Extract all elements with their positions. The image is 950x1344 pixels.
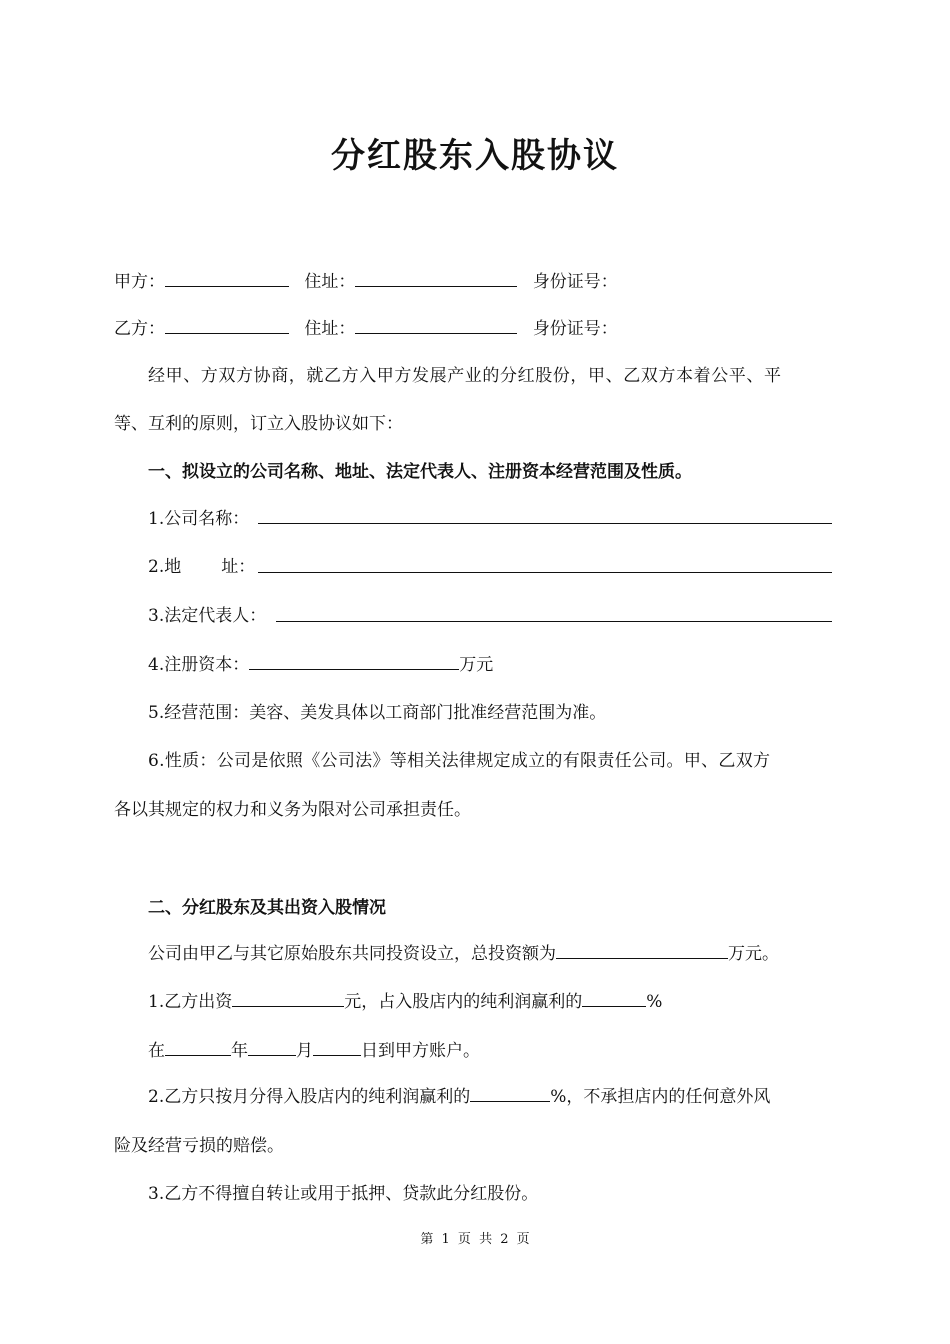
total-investment-blank xyxy=(556,940,728,959)
investment-amount-label: 1.乙方出资 xyxy=(148,992,233,1012)
day-label: 日到甲方账户。 xyxy=(361,1041,480,1061)
section-1-heading: 一、拟设立的公司名称、地址、法定代表人、注册资本经营范围及性质。 xyxy=(148,462,692,482)
address-blank xyxy=(258,572,832,573)
legal-rep-label: 3.法定代表人： xyxy=(148,606,267,626)
party-b-line xyxy=(114,315,618,342)
legal-rep-blank xyxy=(276,621,832,622)
party-a-label: 甲方： xyxy=(114,272,165,292)
year-blank xyxy=(165,1037,231,1056)
intro-line-1: 经甲、方双方协商，就乙方入甲方发展产业的分红股份，甲、乙双方本着公平、平 xyxy=(148,366,782,386)
document-title: 分红股东入股协议 xyxy=(331,136,619,176)
party-b-id-label: 身份证号： xyxy=(532,319,618,339)
month-blank xyxy=(248,1037,296,1056)
payment-date-line xyxy=(148,1037,480,1064)
monthly-dividend-label: 2.乙方只按月分得入股店内的纯利润赢利的 xyxy=(148,1087,471,1107)
monthly-dividend-line xyxy=(148,1083,770,1110)
address-label xyxy=(148,554,255,580)
total-investment-unit: 万元。 xyxy=(728,944,779,964)
party-a-line xyxy=(114,268,618,295)
transfer-restriction: 3.乙方不得擅自转让或用于抵押、贷款此分红股份。 xyxy=(148,1184,539,1204)
footer-word-4: 页 xyxy=(516,1232,530,1247)
investment-share-line xyxy=(148,988,662,1015)
registered-capital-line xyxy=(148,651,493,678)
footer-word-2: 页 xyxy=(457,1232,471,1247)
party-a-name-blank xyxy=(165,268,289,287)
investment-amount-blank xyxy=(232,988,344,1007)
party-a-address-label: 住址： xyxy=(304,272,356,292)
registered-capital-blank xyxy=(249,651,459,670)
monthly-dividend-blank xyxy=(470,1083,550,1102)
party-b-label: 乙方： xyxy=(114,319,165,339)
footer-word-3: 共 xyxy=(479,1232,493,1247)
nature-line-2: 各以其规定的权力和义务为限对公司承担责任。 xyxy=(114,800,471,820)
footer-total-pages: 2 xyxy=(500,1232,509,1247)
section-2-heading: 二、分红股东及其出资入股情况 xyxy=(148,898,386,918)
company-name-label: 1.公司名称： xyxy=(148,509,250,529)
party-a-id-label: 身份证号： xyxy=(532,272,618,292)
address-label-part-1: 2.地 xyxy=(148,557,182,577)
total-investment-text: 公司由甲乙与其它原始股东共同投资设立，总投资额为 xyxy=(148,944,556,964)
day-blank xyxy=(313,1037,361,1056)
profit-share-blank xyxy=(582,988,646,1007)
profit-share-label: 元，占入股店内的纯利润赢利的 xyxy=(344,992,583,1012)
address-label-part-2: 址： xyxy=(221,557,256,577)
party-a-address-blank xyxy=(355,268,517,287)
month-label: 月 xyxy=(296,1041,313,1061)
registered-capital-unit: 万元 xyxy=(459,655,494,675)
payment-date-prefix: 在 xyxy=(148,1041,165,1061)
year-label: 年 xyxy=(231,1041,248,1061)
party-b-name-blank xyxy=(165,315,289,334)
registered-capital-label: 4.注册资本： xyxy=(148,655,250,675)
intro-line-2: 等、互利的原则，订立入股协议如下： xyxy=(114,414,403,434)
company-name-blank xyxy=(258,523,832,524)
business-scope: 5.经营范围：美容、美发具体以工商部门批准经营范围为准。 xyxy=(148,703,607,723)
total-investment-line xyxy=(148,940,779,967)
monthly-dividend-line-2: 险及经营亏损的赔偿。 xyxy=(114,1136,284,1156)
percent-sign: % xyxy=(646,992,663,1012)
nature-line-1: 6.性质：公司是依照《公司法》等相关法律规定成立的有限责任公司。甲、乙双方 xyxy=(148,751,771,771)
party-b-address-blank xyxy=(355,315,517,334)
monthly-dividend-suffix: %，不承担店内的任何意外风 xyxy=(550,1087,771,1107)
page-footer xyxy=(0,1228,950,1247)
party-b-address-label: 住址： xyxy=(304,319,356,339)
footer-word-1: 第 xyxy=(420,1232,434,1247)
footer-page-number: 1 xyxy=(441,1232,450,1247)
